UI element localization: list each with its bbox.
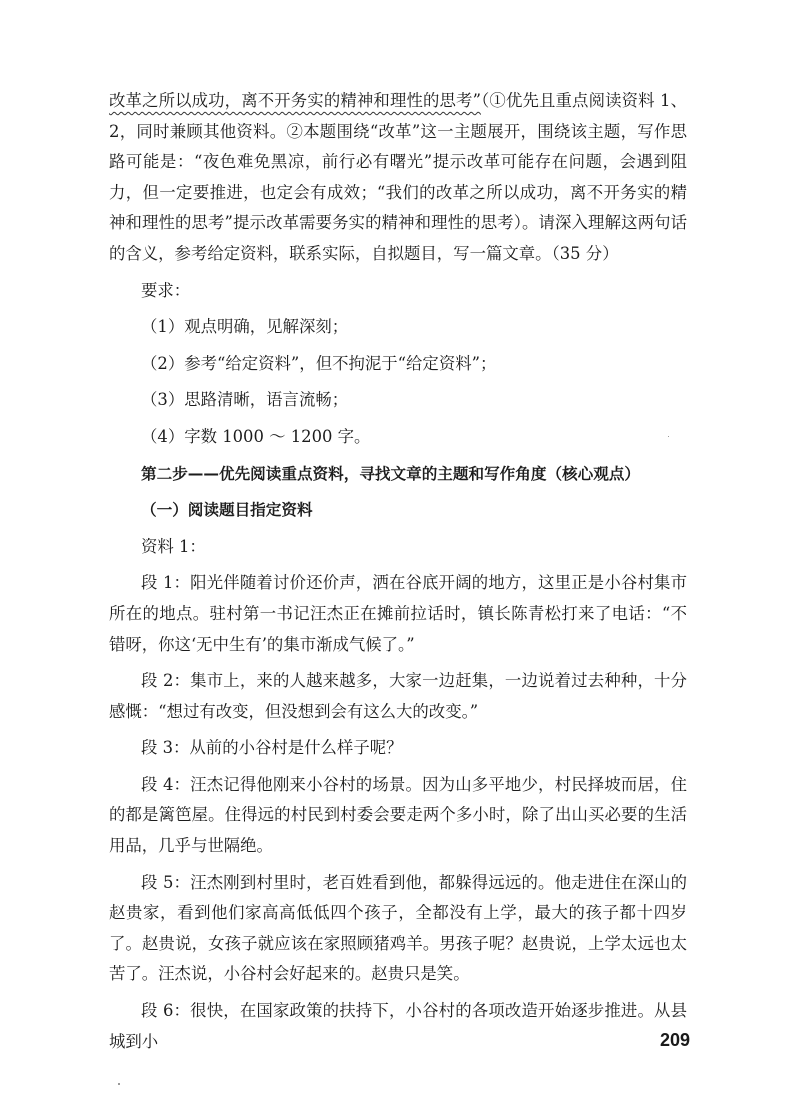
step-heading: 第二步——优先阅读重点资料，寻找文章的主题和写作角度（核心观点） — [141, 464, 641, 483]
material-paragraph-5: 段 5：汪杰刚到村里时，老百姓看到他，都躲得远远的。他走进住在深山的赵贵家，看到他们家高高低低四个孩子，全都没有上学，最大的孩子都十四岁了。赵贵说，女孩子就应该在家照顾猪鸡羊。男孩子呢？赵贵说，上学太远也太苦了。汪杰说，小谷村会好起来的。赵贵只是笑。 — [109, 872, 687, 984]
requirement-item: （4）字数 1000 ～ 1200 字。 — [141, 426, 371, 446]
requirement-item: （2）参考“给定资料”，但不拘泥于“给定资料”； — [141, 353, 497, 373]
requirements-heading: 要求： — [141, 280, 191, 300]
underlined-quote: 改革之所以成功，离不开务实的精神和理性的思考” — [109, 91, 481, 110]
material-paragraph-4: 段 4：汪杰记得他刚来小谷村的场景。因为山多平地少，村民择坡而居，住的都是篱笆屋。住得远的村民到村委会要走两个多小时，除了出山买必要的生活用品，几乎与世隔绝。 — [109, 774, 687, 856]
requirement-item: （3）思路清晰，语言流畅； — [141, 390, 349, 410]
page-number: 209 — [660, 1030, 691, 1050]
material-paragraph-1: 段 1：阳光伴随着讨价还价声，洒在谷底开阔的地方，这里正是小谷村集市所在的地点。驻村第一书记汪杰正在摊前拉话时，镇长陈青松打来了电话：“不错呀，你这‘无中生有’的集市渐成气候了。” — [109, 573, 687, 654]
material-paragraph-3: 段 3：从前的小谷村是什么样子呢？ — [141, 738, 403, 758]
material-paragraph-6: 段 6：很快，在国家政策的扶持下，小谷村的各项改造开始逐步推进。从县城到小 — [109, 1001, 687, 1051]
requirement-item: （1）观点明确，见解深刻； — [141, 317, 349, 337]
scan-speck — [118, 1083, 120, 1085]
intro-text: （①优先且重点阅读资料 1、2，同时兼顾其他资料。②本题围绕“改革”这一主题展开，围绕该主题，写作思路可能是：“夜色难免黑凉，前行必有曙光”提示改革可能存在问题，会遇到阻力，但一定要推进，也定会有成效；“我们的改革之所以成功，离不开务实的精神和理性的思考”提示改革需要务实的精神和理性的思考）。请深入理解这两句话的含义，参考给定资料，联系实际，自拟题目，写一篇文章。（35 分） — [109, 91, 687, 263]
material-label: 资料 1： — [141, 536, 206, 556]
page-content — [109, 86, 687, 1057]
section-subheading: （一）阅读题目指定资料 — [141, 501, 313, 520]
material-paragraph-2: 段 2：集市上，来的人越来越多，大家一边赶集，一边说着过去种种，十分感慨：“想过有改变，但没想到会有这么大的改变。” — [109, 671, 687, 721]
intro-paragraph — [109, 86, 687, 270]
scan-speck — [668, 436, 669, 437]
